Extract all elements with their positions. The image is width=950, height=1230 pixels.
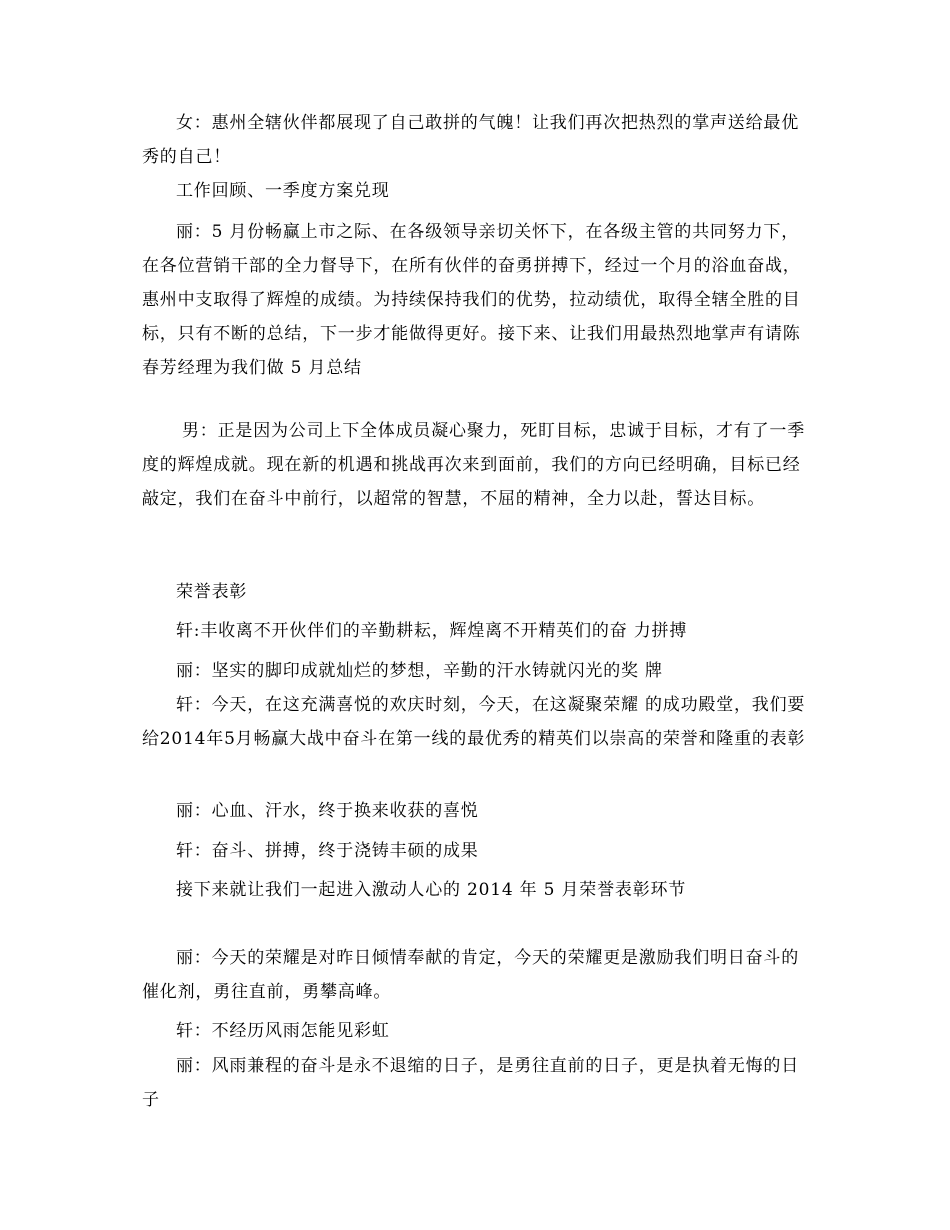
- paragraph-xuan-struggle: 轩：奋斗、拼搏，终于浇铸丰硕的成果: [176, 841, 479, 861]
- paragraph-li-journey: 丽：风雨兼程的奋斗是永不退缩的日子，是勇往直前的日子，更是执着无悔的日子: [142, 1056, 799, 1110]
- section-heading-review: 工作回顾、一季度方案兑现: [176, 181, 390, 201]
- paragraph-li-review: 丽：5 月份畅赢上市之际、在各级领导亲切关怀下，在各级主管的共同努力下，在各位营销干部的全力督导下，在所有伙伴的奋勇拼搏下，经过一个月的浴血奋战，惠州中支取得了辉煌的成绩。为持续保持我们的优势，拉动绩优，取得全辖全胜的目标，只有不断的总结，下一步才能做得更好。接下来、让我们用最热烈地掌声有请陈春芳经理为我们做 5 月总结: [142, 222, 801, 378]
- section-heading-honors: 荣誉表彰: [176, 582, 248, 602]
- paragraph-li-effort: 丽：心血、汗水，终于换来收获的喜悦: [176, 801, 479, 821]
- paragraph-xuan-harvest: 轩:丰收离不开伙伴们的辛勤耕耘，辉煌离不开精英们的奋 力拼搏: [176, 621, 688, 641]
- paragraph-xuan-celebration: 轩：今天，在这充满喜悦的欢庆时刻，今天，在这凝聚荣耀 的成功殿堂，我们要给2014年5月畅赢大战中奋斗在第一线的最优秀的精英们以崇高的荣誉和隆重的表彰: [142, 695, 806, 749]
- paragraph-honors-intro: 接下来就让我们一起进入激动人心的 2014 年 5 月荣誉表彰环节: [176, 880, 687, 900]
- paragraph-xuan-rainbow: 轩：不经历风雨怎能见彩虹: [176, 1021, 390, 1041]
- paragraph-opening: 女：惠州全辖伙伴都展现了自己敢拼的气魄！让我们再次把热烈的掌声送给最优秀的自己！: [142, 113, 799, 167]
- paragraph-li-footprints: 丽：坚实的脚印成就灿烂的梦想，辛勤的汗水铸就闪光的奖 牌: [176, 661, 663, 681]
- paragraph-li-glory: 丽：今天的荣耀是对昨日倾情奉献的肯定，今天的荣耀更是激励我们明日奋斗的催化剂，勇往直前，勇攀高峰。: [142, 948, 799, 1002]
- paragraph-male-achievement: 男：正是因为公司上下全体成员凝心聚力，死盯目标，忠诚于目标，才有了一季度的辉煌成就。现在新的机遇和挑战再次来到面前，我们的方向已经明确，目标已经敲定，我们在奋斗中前行，以超常的智慧，不屈的精神，全力以赴，誓达目标。: [142, 421, 805, 509]
